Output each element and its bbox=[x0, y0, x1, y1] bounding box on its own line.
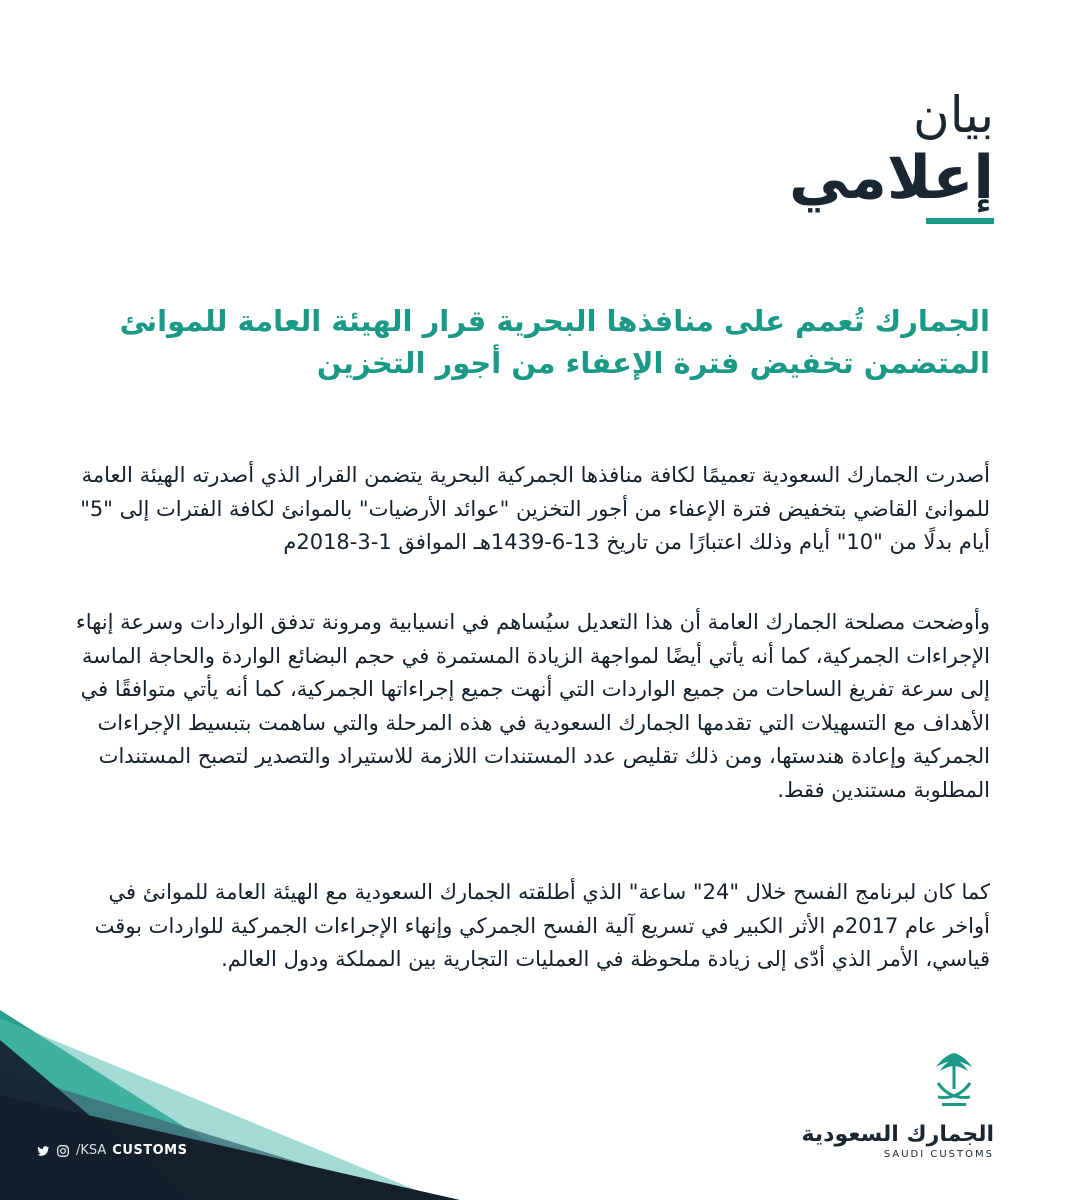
body-paragraph-3: كما كان لبرنامج الفسح خلال "24" ساعة" الذي أطلقته الجمارك السعودية مع الهيئة العامة للموانئ في أواخر عام 2017م الأثر الكبير في تسريع آلية الفسح الجمركي وإنهاء الإجراءات الجمركية للواردات بوقت قياسي، الأمر الذي أدّى إلى زيادة ملحوظة في العمليات التجارية بين المملكة ودول العالم. bbox=[94, 880, 990, 972]
handle-main: CUSTOMS bbox=[112, 1143, 188, 1158]
logo-english-text: SAUDI CUSTOMS bbox=[883, 1149, 994, 1160]
body-paragraph-2: وأوضحت مصلحة الجمارك العامة أن هذا التعديل سيُساهم في انسيابية ومرونة تدفق الواردات وسرعة إنهاء الإجراءات الجمركية، كما أنه يأتي أيضًا لمواجهة الزيادة المستمرة في حجم البضائع الواردة والحاجة الماسة إلى سرعة تفريغ الساحات من جميع الواردات التي أنهت جميع إجراءاتها الجمركية، كما أنه يأتي متوافقًا في الأهداف مع التسهيلات التي تقدمها الجمارك السعودية في هذه المرحلة والتي ساهمت بتبسيط الإجراءات الجمركية وإعادة هندستها، ومن ذلك تقليص عدد المستندات اللازمة للاستيراد والتصدير لتصبح المستندات المطلوبة مستندين فقط. bbox=[75, 610, 990, 802]
twitter-icon[interactable] bbox=[36, 1144, 50, 1158]
handle-prefix: /KSA bbox=[76, 1143, 107, 1158]
doc-type-line-1: بيان bbox=[913, 86, 994, 144]
instagram-icon[interactable] bbox=[56, 1144, 70, 1158]
accent-divider bbox=[926, 218, 994, 224]
social-handle bbox=[36, 1143, 187, 1158]
document-type-heading bbox=[789, 88, 994, 211]
saudi-customs-logo bbox=[802, 1123, 994, 1160]
corner-decoration bbox=[0, 1000, 460, 1200]
logo-arabic-text: الجمارك السعودية bbox=[801, 1121, 994, 1147]
palm-swords-emblem-icon bbox=[932, 1049, 976, 1111]
body-paragraph-1: أصدرت الجمارك السعودية تعميمًا لكافة منافذها الجمركية البحرية يتضمن القرار الذي أصدرته الهيئة العامة للموانئ القاضي بتخفيض فترة الإعفاء من أجور التخزين "عوائد الأرضيات" بالموانئ لكافة الفترات إلى "5" أيام بدلًا من "10" أيام وذلك اعتبارًا من تاريخ 13-6-1439هـ الموافق 1-3-2018م bbox=[80, 463, 990, 555]
headline: الجمارك تُعمم على منافذها البحرية قرار الهيئة العامة للموانئ المتضمن تخفيض فترة الإعفاء من أجور التخزين bbox=[119, 304, 990, 381]
doc-type-line-2: إعلامي bbox=[789, 143, 994, 213]
